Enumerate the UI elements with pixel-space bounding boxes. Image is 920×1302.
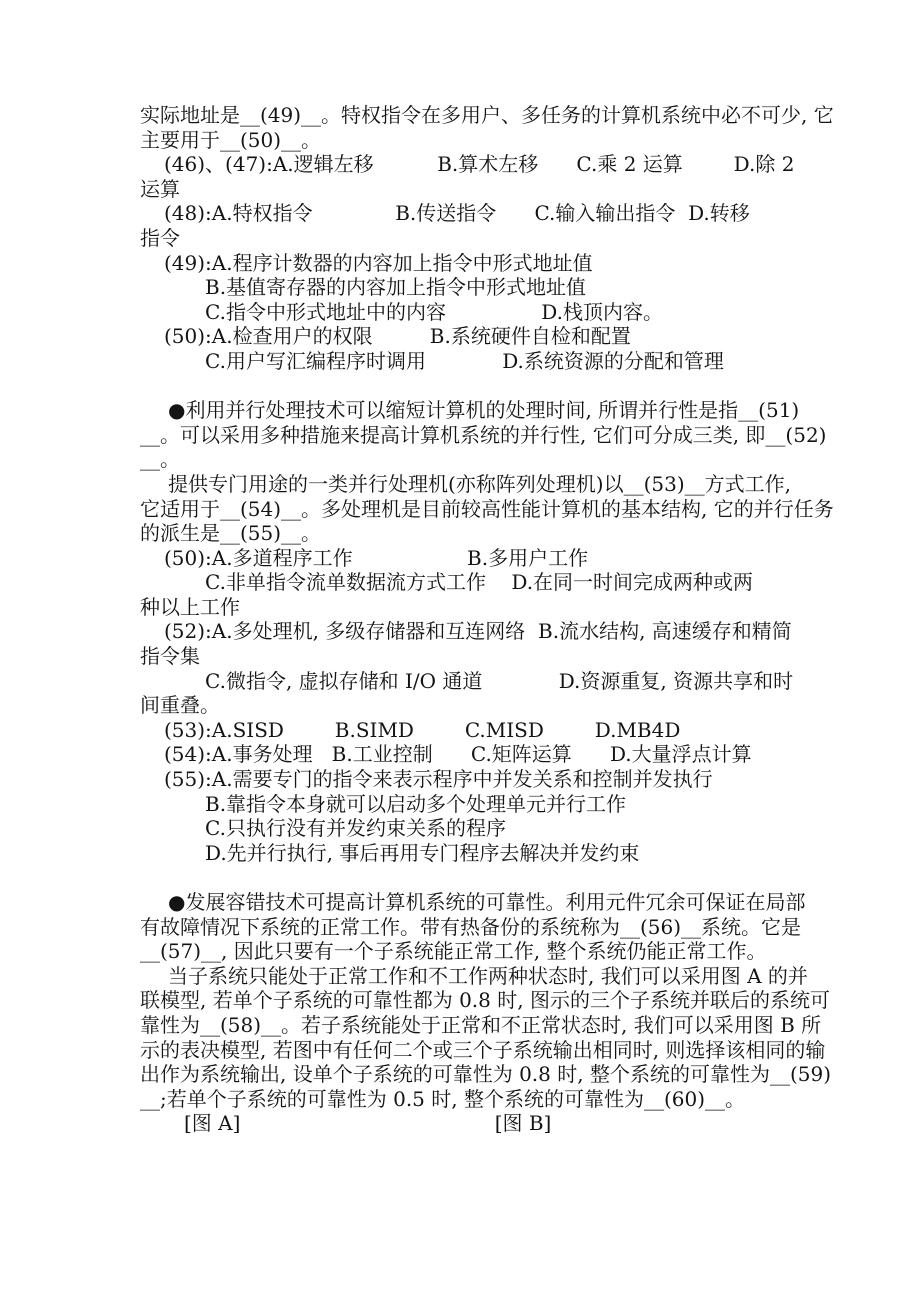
text-line-options-48: (48):A.特权指令 B.传送指令 C.输入输出指令 D.转移 [164,201,750,226]
text-line-sub-option: C.非单指令流单数据流方式工作 D.在同一时间完成两种或两 [205,570,754,595]
paragraph-bullet-line: ●利用并行处理技术可以缩短计算机的处理时间, 所谓并行性是指__(51) [168,398,800,423]
blank-line [140,865,796,890]
text-line-options-50b: (50):A.多道程序工作 B.多用户工作 [164,545,589,570]
figure-placeholder-line: [图 A] [图 B] [184,1111,552,1136]
document-text-block [140,103,834,1136]
text-line-sub-option: C.只执行没有并发约束关系的程序 [205,816,506,841]
text-line-sub-option: C.指令中形式地址中的内容 D.栈顶内容。 [205,299,663,324]
text-line-sub-option: B.基值寄存器的内容加上指令中形式地址值 [205,275,587,300]
text-line: 它适用于__(54)__。多处理机是目前较高性能计算机的基本结构, 它的并行任务 [140,496,834,521]
paragraph-line: 当子系统只能处于正常工作和不工作两种状态时, 我们可以采用图 A 的并 [168,963,808,988]
text-line-options-53: (53):A.SISD B.SIMD C.MISD D.MB4D [164,717,681,742]
text-line: 有故障情况下系统的正常工作。带有热备份的系统称为__(56)__系统。它是 [140,914,802,939]
text-line: 出作为系统输出, 设单个子系统的可靠性为 0.8 时, 整个系统的可靠性为__(59) [140,1062,832,1087]
text-line-options-55: (55):A.需要专门的指令来表示程序中并发关系和控制并发执行 [164,767,713,792]
text-line: __。可以采用多种措施来提高计算机系统的并行性, 它们可分成三类, 即__(52) [140,422,827,447]
text-line: 种以上工作 [140,594,240,619]
text-line-options-49: (49):A.程序计数器的内容加上指令中形式地址值 [164,250,593,275]
text-line: __;若单个子系统的可靠性为 0.5 时, 整个系统的可靠性为__(60)__。 [140,1086,746,1111]
text-line-options-46-47: (46)、(47):A.逻辑左移 B.算术左移 C.乘 2 运算 D.除 2 [164,152,795,177]
text-line: 指令集 [140,644,200,669]
text-line: 间重叠。 [140,693,220,718]
text-line-options-50: (50):A.检查用户的权限 B.系统硬件自检和配置 [164,324,631,349]
text-line: 联模型, 若单个子系统的可靠性都为 0.8 时, 图示的三个子系统并联后的系统可 [140,988,830,1013]
text-line-sub-option: C.微指令, 虚拟存储和 I/O 通道 D.资源重复, 资源共享和时 [205,668,794,693]
text-line-sub-option: B.靠指令本身就可以启动多个处理单元并行工作 [205,791,627,816]
text-line-sub-option: D.先并行执行, 事后再用专门程序去解决并发约束 [205,840,640,865]
text-line: 指令 [140,225,180,250]
text-line: 运算 [140,176,180,201]
text-line-options-54: (54):A.事务处理 B.工业控制 C.矩阵运算 D.大量浮点计算 [164,742,752,767]
text-line: __。 [140,447,180,472]
paragraph-bullet-line: ●发展容错技术可提高计算机系统的可靠性。利用元件冗余可保证在局部 [168,890,806,914]
paragraph-line: 提供专门用途的一类并行处理机(亦称阵列处理机)以__(53)__方式工作, [168,471,792,496]
text-line: 主要用于__(50)__。 [140,127,322,152]
text-line-options-52: (52):A.多处理机, 多级存储器和互连网络 B.流水结构, 高速缓存和精简 [164,619,792,644]
text-line: __(57)__, 因此只要有一个子系统能正常工作, 整个系统仍能正常工作。 [140,939,767,964]
text-line-sub-option: C.用户写汇编程序时调用 D.系统资源的分配和管理 [205,348,724,373]
text-line: 的派生是__(55)__。 [140,521,322,546]
text-line: 实际地址是__(49)__。特权指令在多用户、多任务的计算机系统中必不可少, 它 [140,103,834,127]
text-line: 靠性为__(58)__。若子系统能处于正常和不正常状态时, 我们可以采用图 B 所 [140,1012,822,1037]
text-line: 示的表决模型, 若图中有任何二个或三个子系统输出相同时, 则选择该相同的输 [140,1037,826,1062]
blank-line [140,374,796,399]
